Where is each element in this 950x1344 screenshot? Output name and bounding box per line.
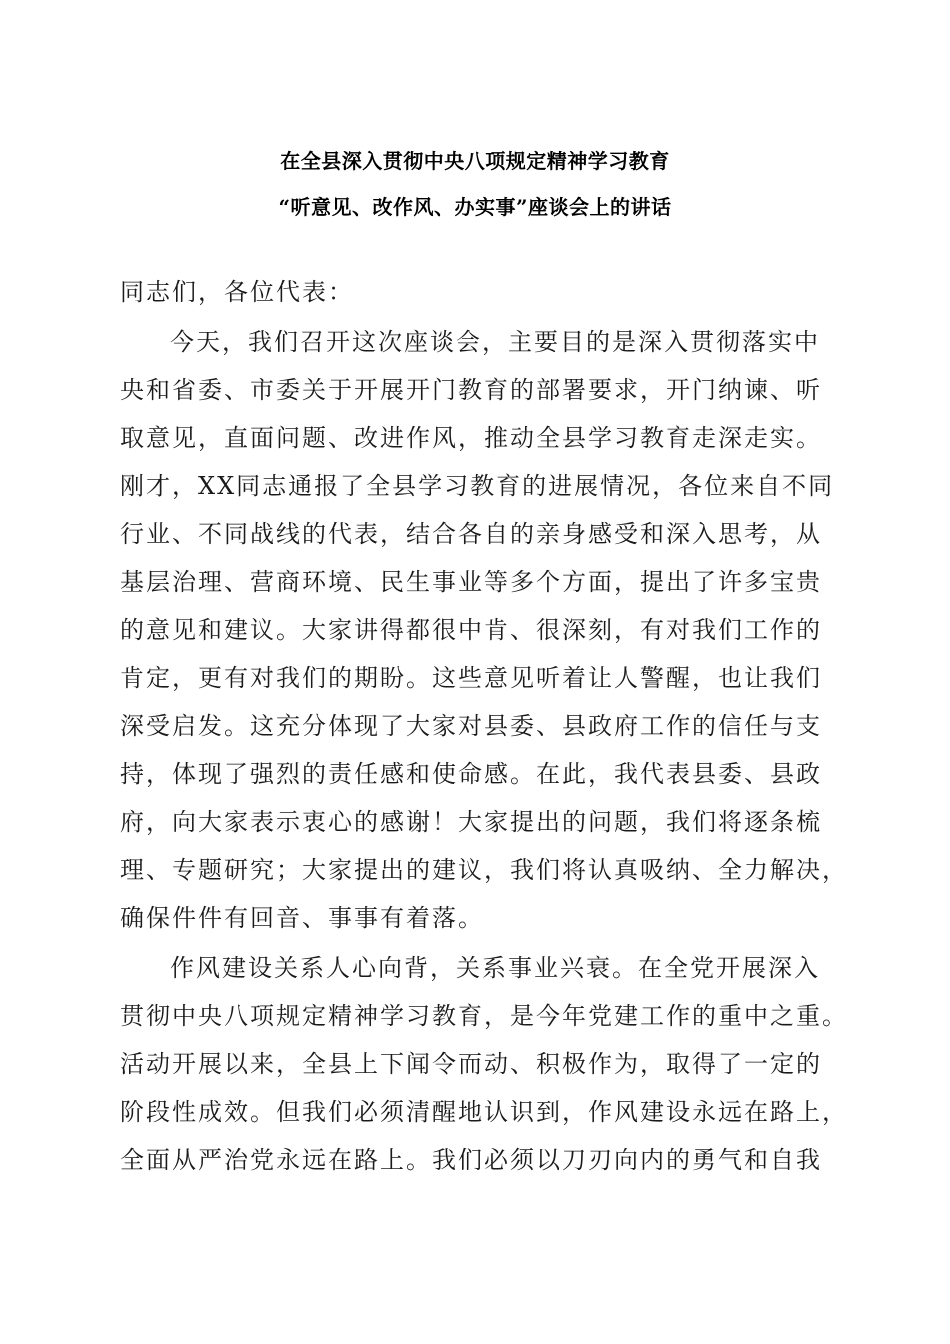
paragraph-2-line: 全面从严治党永远在路上。我们必须以刀刃向内的勇气和自我	[120, 1146, 822, 1174]
paragraph-1-line: 取意见，直面问题、改进作风，推动全县学习教育走深走实。	[120, 424, 822, 452]
paragraph-1-line: 理、专题研究；大家提出的建议，我们将认真吸纳、全力解决，	[120, 856, 848, 884]
salutation-line: 同志们，各位代表：	[120, 278, 354, 306]
document-title-line-1: 在全县深入贯彻中央八项规定精神学习教育	[280, 149, 670, 173]
paragraph-1-line: 的意见和建议。大家讲得都很中肯、很深刻，有对我们工作的	[120, 616, 822, 644]
paragraph-2-line: 贯彻中央八项规定精神学习教育，是今年党建工作的重中之重。	[120, 1002, 848, 1030]
paragraph-1-line: 央和省委、市委关于开展开门教育的部署要求，开门纳谏、听	[120, 376, 822, 404]
paragraph-1-line: 刚才，XX同志通报了全县学习教育的进展情况，各位来自不同	[120, 472, 835, 500]
paragraph-1-line: 今天，我们召开这次座谈会，主要目的是深入贯彻落实中	[170, 328, 820, 356]
paragraph-2-line: 阶段性成效。但我们必须清醒地认识到，作风建设永远在路上，	[120, 1098, 848, 1126]
paragraph-1-line: 确保件件有回音、事事有着落。	[120, 904, 484, 932]
document-title-line-2: “听意见、改作风、办实事”座谈会上的讲话	[278, 195, 672, 219]
paragraph-1-line: 行业、不同战线的代表，结合各自的亲身感受和深入思考，从	[120, 520, 822, 548]
paragraph-1-line: 持，体现了强烈的责任感和使命感。在此，我代表县委、县政	[120, 760, 822, 788]
paragraph-2-line: 活动开展以来，全县上下闻令而动、积极作为，取得了一定的	[120, 1050, 822, 1078]
paragraph-2-line: 作风建设关系人心向背，关系事业兴衰。在全党开展深入	[170, 954, 820, 982]
paragraph-1-line: 基层治理、营商环境、民生事业等多个方面，提出了许多宝贵	[120, 568, 822, 596]
paragraph-1-line: 深受启发。这充分体现了大家对县委、县政府工作的信任与支	[120, 712, 822, 740]
paragraph-1-line: 肯定，更有对我们的期盼。这些意见听着让人警醒，也让我们	[120, 664, 822, 692]
paragraph-1-line: 府，向大家表示衷心的感谢！大家提出的问题，我们将逐条梳	[120, 808, 822, 836]
